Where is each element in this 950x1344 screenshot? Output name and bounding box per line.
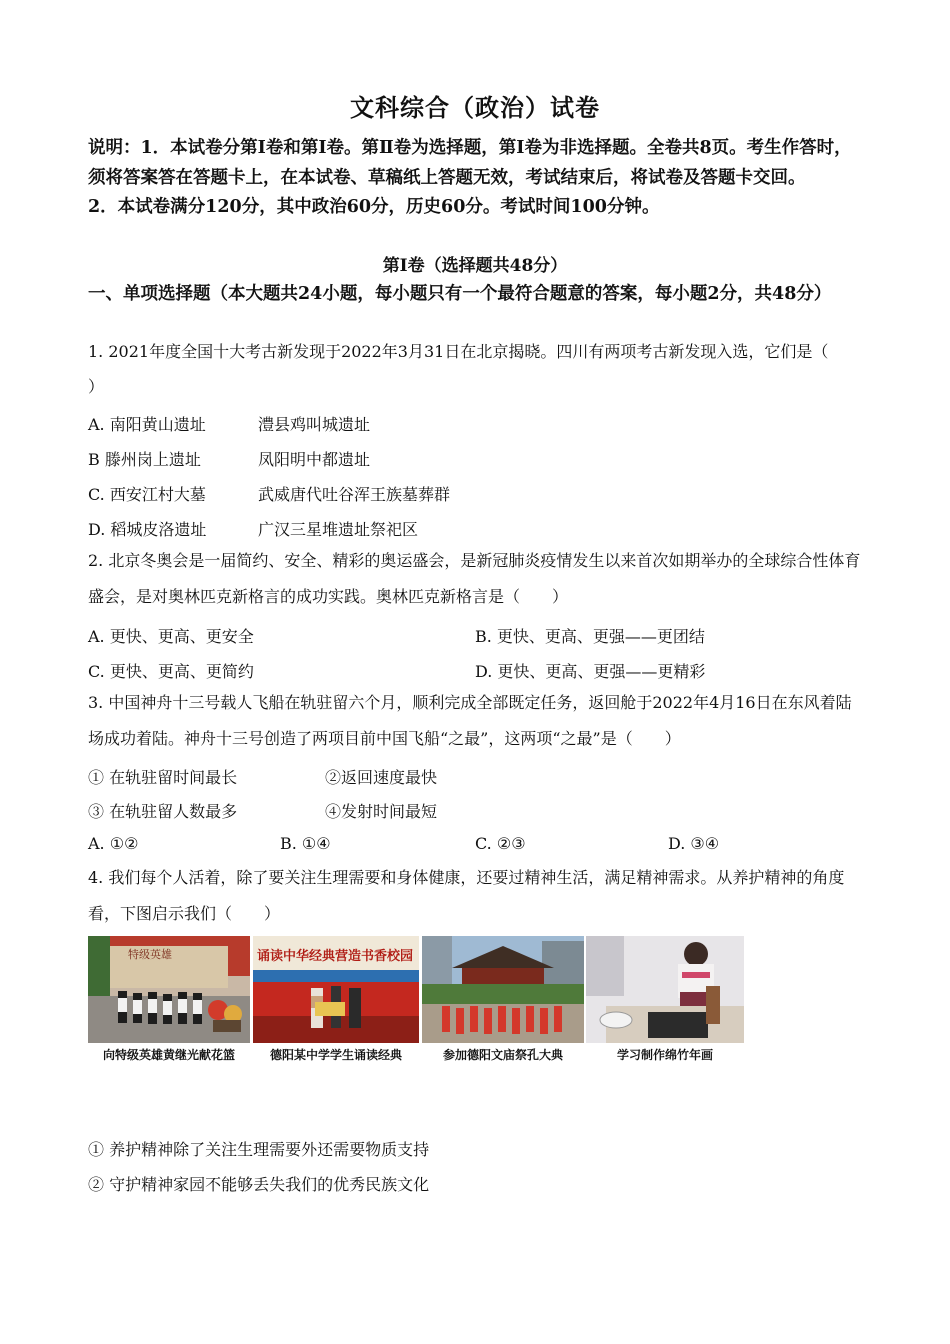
question-1-stem-end: ） <box>88 377 105 396</box>
option-text: 广汉三星堆遗址祭祀区 <box>258 520 419 539</box>
question-3-stem: 3. 中国神舟十三号载人飞船在轨驻留六个月，顺利完成全部既定任务，返回舱于2022年4月16日在东风着陆场成功着陆。神舟十三号创造了两项目前中国飞船“之最”，这两项“之最”是（ ） <box>88 693 852 748</box>
part-heading: 一、单项选择题（本大题共24小题，每小题只有一个最符合题意的答案，每小题2分，共48分） <box>88 284 832 304</box>
question-3-option-d[interactable]: D. ③④ <box>668 834 720 853</box>
question-4-statement-1: ① 养护精神除了关注生理需要外还需要物质支持 <box>88 1140 430 1159</box>
section-title: 第Ⅰ卷（选择题共48分） <box>382 256 568 276</box>
photo-flower-tribute <box>88 936 250 1043</box>
option-label: B 滕州岗上遗址 <box>88 450 201 469</box>
statement-2: ②返回速度最快 <box>325 768 438 787</box>
question-1-stem: 1. 2021年度全国十大考古新发现于2022年3月31日在北京揭晓。四川有两项考古新发现入选，它们是（ <box>88 342 829 361</box>
statement-4: ④发射时间最短 <box>325 802 438 821</box>
question-3-option-c[interactable]: C. ②③ <box>475 834 526 853</box>
question-3-option-a[interactable]: A. ①② <box>88 834 139 853</box>
photo-new-year-painting <box>586 936 744 1043</box>
question-2-option-b[interactable]: B. 更快、更高、更强——更团结 <box>475 627 705 646</box>
photo-strip <box>88 936 744 1066</box>
exam-instructions <box>88 134 863 223</box>
question-3-option-b[interactable]: B. ①④ <box>280 834 331 853</box>
question-2-options-row-2 <box>0 659 950 679</box>
statement-1: ① 在轨驻留时间最长 <box>88 768 238 787</box>
question-4-statement-2: ② 守护精神家园不能够丢失我们的优秀民族文化 <box>88 1175 430 1194</box>
photo-caption-2: 德阳某中学学生诵读经典 <box>269 1048 402 1062</box>
option-text: 凤阳明中都遗址 <box>258 450 371 469</box>
monument-inscription: 特级英雄 <box>128 948 172 961</box>
question-2-option-d[interactable]: D. 更快、更高、更强——更精彩 <box>475 662 706 681</box>
option-text: 武威唐代吐谷浑王族墓葬群 <box>258 485 451 504</box>
instruction-1: 说明：1．本试卷分第Ⅰ卷和第Ⅰ卷。第Ⅱ卷为选择题，第Ⅰ卷为非选择题。全卷共8页。考生作答时，须将答案答在答题卡上，在本试卷、草稿纸上答题无效，考试结束后，将试卷及答题卡交回。 <box>88 138 852 188</box>
question-1-option-b[interactable] <box>0 447 950 467</box>
option-label: C. 西安江村大墓 <box>88 485 206 504</box>
banner-text: 诵读中华经典营造书香校园 <box>257 949 414 964</box>
question-3-statements-row-1 <box>0 765 950 785</box>
question-1-option-d[interactable] <box>0 517 950 537</box>
question-3-options <box>0 834 950 854</box>
option-text: 澧县鸡叫城遗址 <box>258 415 371 434</box>
photo-caption-3: 参加德阳文庙祭孔大典 <box>442 1048 563 1062</box>
option-label: D. 稻城皮洛遗址 <box>88 520 207 539</box>
photo-caption-1: 向特级英雄黄继光献花篮 <box>102 1048 235 1062</box>
question-2-options-row-1 <box>0 624 950 644</box>
page-title: 文科综合（政治）试卷 <box>350 93 600 122</box>
question-4-stem: 4. 我们每个人活着，除了要关注生理需要和身体健康，还要过精神生活，满足精神需求。从养护精神的角度看，下图启示我们（ ） <box>88 868 845 923</box>
question-2-option-c[interactable]: C. 更快、更高、更简约 <box>88 662 254 681</box>
question-1-option-c[interactable] <box>0 482 950 502</box>
photo-classic-reading <box>253 936 419 1043</box>
option-label: A. 南阳黄山遗址 <box>88 415 206 434</box>
question-2-stem: 2. 北京冬奥会是一届简约、安全、精彩的奥运盛会，是新冠肺炎疫情发生以来首次如期举办的全球综合性体育盛会，是对奥林匹克新格言的成功实践。奥林匹克新格言是（ ） <box>88 551 861 606</box>
photo-confucius-ceremony <box>422 936 584 1043</box>
instruction-2: 2．本试卷满分120分，其中政治60分，历史60分。考试时间100分钟。 <box>88 197 660 217</box>
question-3-statements-row-2 <box>0 799 950 819</box>
photo-caption-4: 学习制作绵竹年画 <box>616 1048 713 1062</box>
statement-3: ③ 在轨驻留人数最多 <box>88 802 238 821</box>
question-2-option-a[interactable]: A. 更快、更高、更安全 <box>88 627 254 646</box>
question-1-option-a[interactable] <box>0 412 950 432</box>
